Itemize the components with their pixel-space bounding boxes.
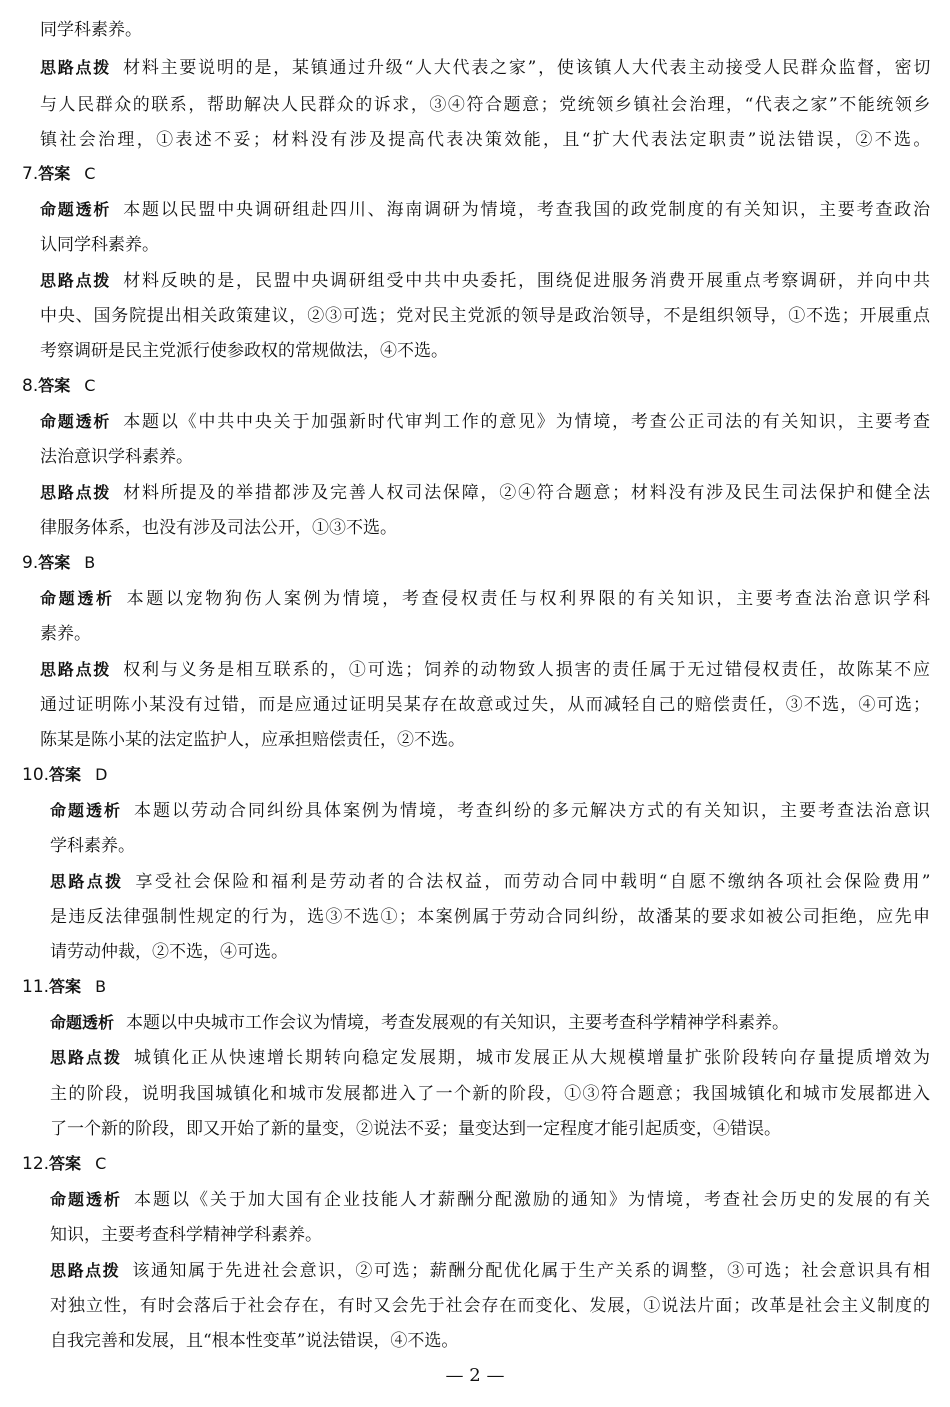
- q7-answer-line: [22, 163, 95, 185]
- q7-answer-value: C: [84, 164, 96, 183]
- q7-silu-label: 思路点拨: [40, 271, 112, 290]
- q12-number: 12.: [22, 1154, 50, 1174]
- q7-mingti-label: 命题透析: [40, 200, 112, 219]
- q10-silu-line-2: 是违反法律强制性规定的行为，选③不选①；本案例属于劳动合同纠纷，故潘某的要求如被公司拒绝，应先申: [50, 907, 932, 927]
- q8-silu-label: 思路点拨: [40, 483, 112, 502]
- q12-mingti-line-1: [50, 1189, 932, 1211]
- q12-silu-label: 思路点拨: [50, 1261, 121, 1280]
- q9-mingti-text-1: 本题以宠物狗伤人案例为情境，考查侵权责任与权利界限的有关知识，主要考查法治意识学科: [126, 589, 933, 609]
- q7-mingti-text-1: 本题以民盟中央调研组赴四川、海南调研为情境，考查我国的政党制度的有关知识，主要考查政治: [123, 200, 932, 220]
- q11-mingti-text-1: 本题以中央城市工作会议为情境，考查发展观的有关知识，主要考查科学精神学科素养。: [126, 1013, 790, 1033]
- q9-silu-label: 思路点拨: [40, 660, 112, 679]
- q10-silu-line-1: [50, 871, 933, 893]
- q6-silu-label: 思路点拨: [40, 58, 112, 77]
- q10-mingti-text-1: 本题以劳动合同纠纷具体案例为情境，考查纠纷的多元解决方式的有关知识，主要考查法治意识: [134, 801, 933, 821]
- q11-answer-label: 答案: [49, 977, 82, 996]
- q11-silu-text-1: 城镇化正从快速增长期转向稳定发展期，城市发展正从大规模增量扩张阶段转向存量提质增效为: [134, 1048, 933, 1068]
- q8-number: 8.: [22, 376, 39, 396]
- q9-mingti-line-2: 素养。: [40, 624, 91, 644]
- q9-silu-text-1: 权利与义务是相互联系的，①可选；饲养的动物致人损害的责任属于无过错侵权责任，故陈某不应: [123, 660, 932, 680]
- q11-silu-line-2: 主的阶段，说明我国城镇化和城市发展都进入了一个新的阶段，①③符合题意；我国城镇化和城市发展都进入: [50, 1084, 932, 1104]
- q10-mingti-label: 命题透析: [50, 801, 123, 820]
- q11-silu-line-3: 了一个新的阶段，即又开始了新的量变，②说法不妥；量变达到一定程度才能引起质变，④错误。: [50, 1119, 781, 1139]
- q10-answer-line: [22, 764, 107, 786]
- q7-number: 7.: [22, 164, 39, 184]
- q12-answer-value: C: [95, 1154, 107, 1173]
- q6-silu-text-1: 材料主要说明的是，某镇通过升级“人大代表之家”，使该镇人大代表主动接受人民群众监督，密切: [123, 58, 933, 78]
- q11-silu-line-1: [50, 1047, 932, 1069]
- q12-answer-label: 答案: [49, 1154, 82, 1173]
- q11-answer-line: [22, 976, 106, 998]
- q8-answer-label: 答案: [38, 376, 71, 395]
- q6-silu-line-3: 镇社会治理，①表述不妥；材料没有涉及提高代表决策效能，且“扩大代表法定职责”说法错误，②不选。: [40, 130, 933, 150]
- q12-silu-line-2: 对独立性，有时会落后于社会存在，有时又会先于社会存在而变化、发展，①说法片面；改革是社会主义制度的: [50, 1296, 931, 1316]
- q11-silu-label: 思路点拨: [50, 1048, 123, 1067]
- q10-silu-text-1: 享受社会保险和福利是劳动者的合法权益，而劳动合同中载明“自愿不缴纳各项社会保险费用”: [135, 872, 933, 892]
- q12-mingti-label: 命题透析: [50, 1190, 123, 1209]
- q9-silu-line-3: 陈某是陈小某的法定监护人，应承担赔偿责任，②不选。: [40, 730, 465, 750]
- q9-answer-label: 答案: [38, 553, 71, 572]
- q8-mingti-line-2: 法治意识学科素养。: [40, 447, 193, 467]
- q8-silu-line-2: 律服务体系，也没有涉及司法公开，①③不选。: [40, 518, 397, 538]
- q11-number: 11.: [22, 977, 50, 997]
- q8-silu-text-1: 材料所提及的举措都涉及完善人权司法保障，②④符合题意；材料没有涉及民生司法保护和健全法: [123, 483, 932, 503]
- q9-answer-line: [22, 552, 95, 574]
- q7-mingti-line-1: [40, 199, 932, 221]
- q8-answer-line: [22, 375, 95, 397]
- q9-mingti-label: 命题透析: [40, 589, 115, 608]
- q9-mingti-line-1: [40, 588, 933, 610]
- q8-mingti-label: 命题透析: [40, 412, 112, 431]
- page-number: — 2 —: [445, 1365, 505, 1386]
- q10-silu-line-3: 请劳动仲裁，②不选，④可选。: [50, 942, 288, 962]
- q12-silu-text-1: 该通知属于先进社会意识，②可选；薪酬分配优化属于生产关系的调整，③可选；社会意识具有相: [132, 1261, 932, 1281]
- q10-mingti-line-2: 学科素养。: [50, 836, 135, 856]
- q7-silu-line-1: [40, 270, 932, 292]
- q11-mingti-line-1: [50, 1012, 789, 1034]
- q6-silu-line-2: 与人民群众的联系，帮助解决人民群众的诉求，③④符合题意；党统领乡镇社会治理，“代表之家”不能统领乡: [40, 95, 932, 115]
- q9-silu-line-2: 通过证明陈小某没有过错，而是应通过证明吴某存在故意或过失，从而减轻自己的赔偿责任，③不选，④可选；: [40, 695, 932, 715]
- q8-silu-line-1: [40, 482, 932, 504]
- q9-silu-line-1: [40, 659, 932, 681]
- q7-mingti-line-2: 认同学科素养。: [40, 235, 159, 255]
- q10-silu-label: 思路点拨: [50, 872, 124, 891]
- q6-silu-line-1: [40, 57, 932, 79]
- q10-number: 10.: [22, 765, 50, 785]
- q7-silu-line-2: 中央、国务院提出相关政策建议，②③可选；党对民主党派的领导是政治领导，不是组织领导，①不选；开展重点: [40, 306, 931, 326]
- q11-mingti-label: 命题透析: [50, 1013, 115, 1032]
- q7-answer-label: 答案: [38, 164, 71, 183]
- q7-silu-text-1: 材料反映的是，民盟中央调研组受中共中央委托，围绕促进服务消费开展重点考察调研，并向中共: [123, 271, 932, 291]
- q8-mingti-line-1: [40, 411, 932, 433]
- q10-answer-value: D: [95, 765, 108, 784]
- q12-silu-line-1: [50, 1260, 932, 1282]
- q12-answer-line: [22, 1153, 106, 1175]
- q10-mingti-line-1: [50, 800, 932, 822]
- q8-mingti-text-1: 本题以《中共中央关于加强新时代审判工作的意见》为情境，考查公正司法的有关知识，主要考查: [123, 412, 932, 432]
- q7-silu-line-3: 考察调研是民主党派行使参政权的常规做法，④不选。: [40, 341, 448, 361]
- top-fragment: 同学科素养。: [40, 20, 142, 40]
- q8-answer-value: C: [84, 376, 96, 395]
- q9-number: 9.: [22, 553, 39, 573]
- q11-answer-value: B: [95, 977, 107, 996]
- q12-mingti-text-1: 本题以《关于加大国有企业技能人才薪酬分配激励的通知》为情境，考查社会历史的发展的有关: [134, 1190, 933, 1210]
- q9-answer-value: B: [84, 553, 96, 572]
- q10-answer-label: 答案: [49, 765, 82, 784]
- q12-mingti-line-2: 知识，主要考查科学精神学科素养。: [50, 1225, 322, 1245]
- q12-silu-line-3: 自我完善和发展，且“根本性变革”说法错误，④不选。: [50, 1331, 459, 1351]
